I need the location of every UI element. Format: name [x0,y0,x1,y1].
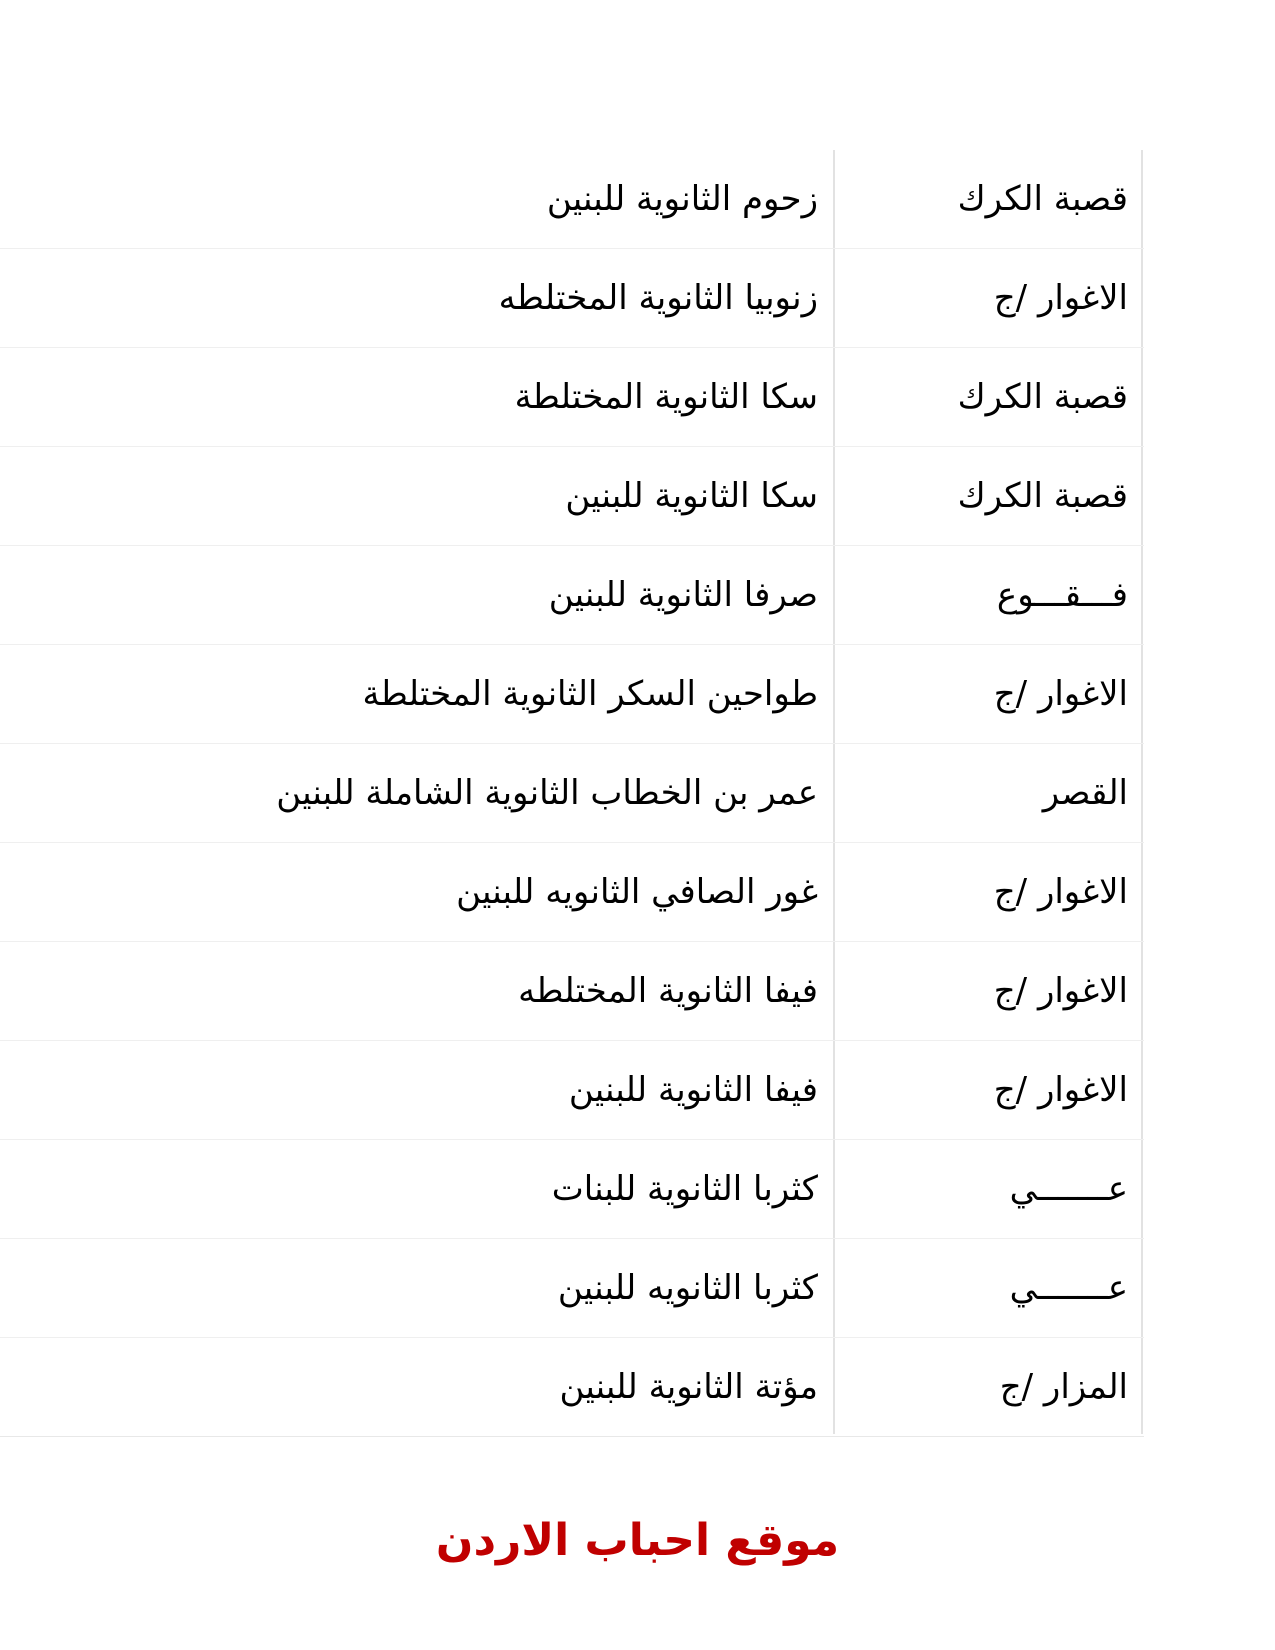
region-cell: الاغوار /ج [993,872,1128,912]
school-cell: كثربا الثانويه للبنين [557,1268,818,1308]
region-cell: القصر [1042,773,1128,813]
site-footer-text: موقع احباب الاردن [435,1515,840,1566]
school-cell: سكا الثانوية للبنين [565,476,818,516]
table-row [0,546,1144,645]
school-cell: فيفا الثانوية للبنين [568,1070,818,1110]
school-cell: مؤتة الثانوية للبنين [559,1367,818,1407]
school-cell: عمر بن الخطاب الثانوية الشاملة للبنين [276,773,818,813]
table-row [0,1239,1144,1338]
school-cell: زحوم الثانوية للبنين [546,179,818,219]
table-row [0,645,1144,744]
region-cell: قصبة الكرك [957,476,1128,516]
region-cell: عـــــــي [1009,1169,1128,1209]
school-cell: صرفا الثانوية للبنين [548,575,818,615]
table-row [0,1041,1144,1140]
table-row [0,744,1144,843]
region-cell: المزار /ج [999,1367,1128,1407]
school-cell: فيفا الثانوية المختلطه [518,971,818,1011]
region-cell: فـــقـــوع [996,575,1128,615]
schools-table [0,150,1144,1437]
region-cell: عـــــــي [1009,1268,1128,1308]
table-row [0,942,1144,1041]
region-cell: قصبة الكرك [957,179,1128,219]
table-row [0,348,1144,447]
school-cell: غور الصافي الثانويه للبنين [456,872,818,912]
region-cell: الاغوار /ج [993,674,1128,714]
school-cell: سكا الثانوية المختلطة [514,377,818,417]
table-row [0,249,1144,348]
school-cell: زنوبيا الثانوية المختلطه [498,278,818,318]
table-row [0,1338,1144,1437]
school-cell: طواحين السكر الثانوية المختلطة [362,674,818,714]
region-cell: الاغوار /ج [993,278,1128,318]
table-row [0,447,1144,546]
region-cell: الاغوار /ج [993,971,1128,1011]
table-row [0,843,1144,942]
region-cell: قصبة الكرك [957,377,1128,417]
school-cell: كثربا الثانوية للبنات [551,1169,818,1209]
table-row [0,150,1144,249]
region-cell: الاغوار /ج [993,1070,1128,1110]
table-row [0,1140,1144,1239]
